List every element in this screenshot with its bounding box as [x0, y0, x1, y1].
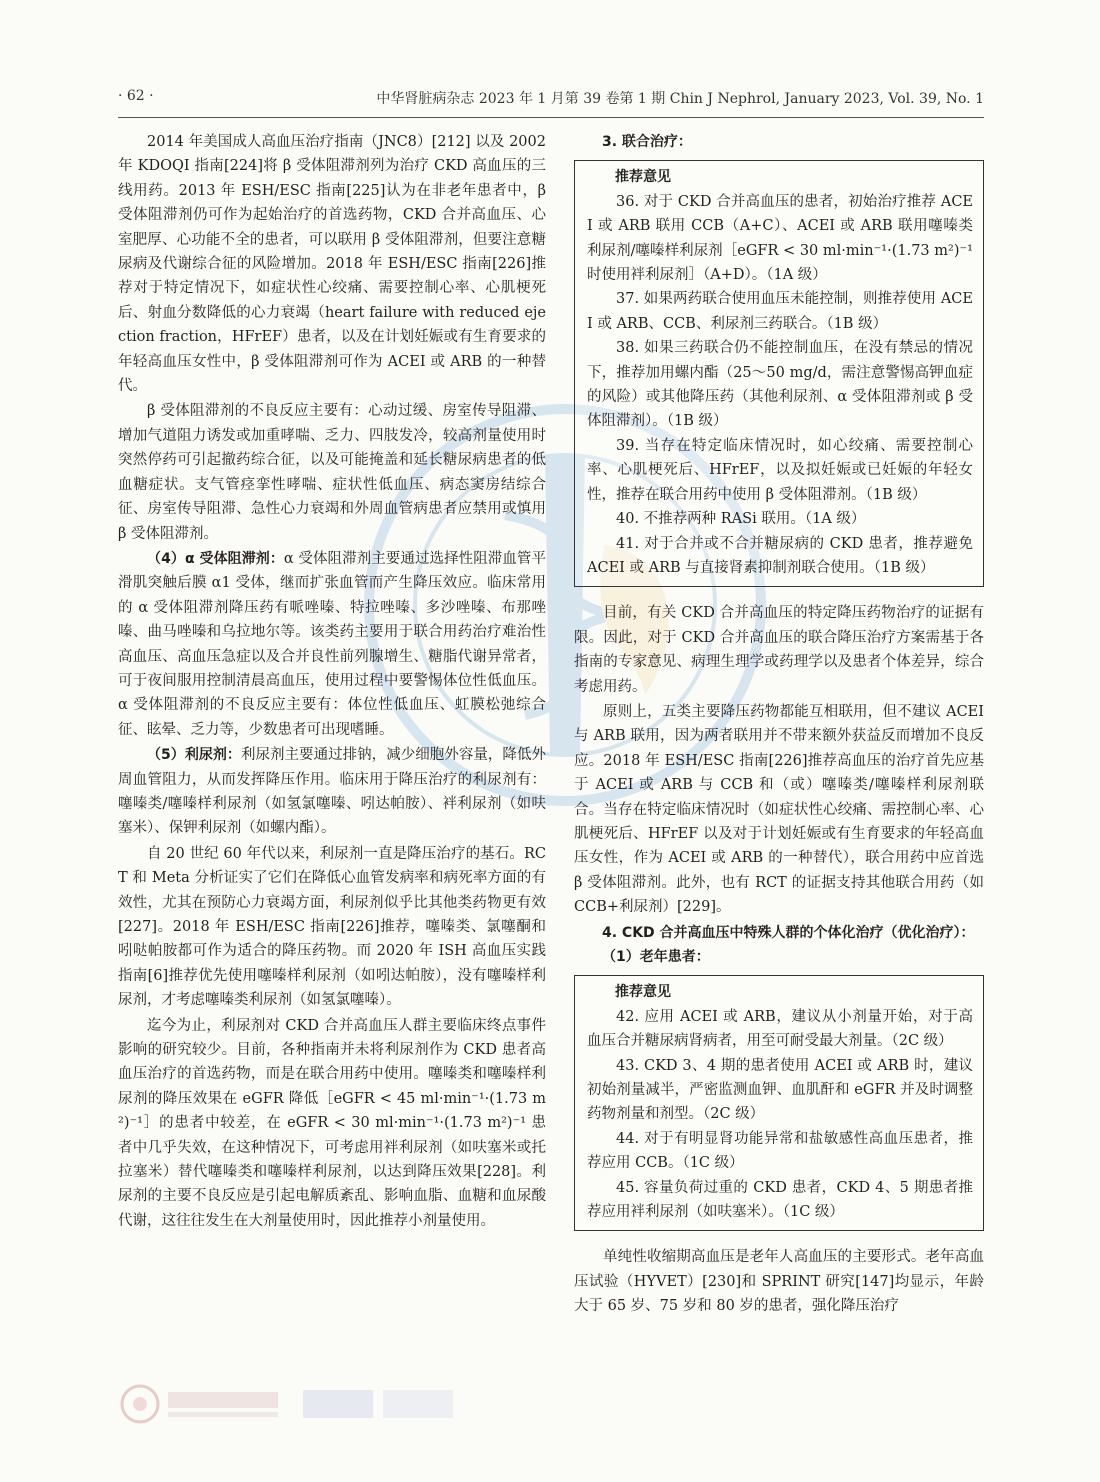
page-number: · 62 · — [118, 88, 154, 104]
recommendation-40: 40. 不推荐两种 RASi 联用。（1A 级） — [616, 511, 866, 528]
recommendation-38: 38. 如果三药联合仍不能控制血压，在没有禁忌的情况下，推荐加用螺内酯（25～50 mg/d，需注意警惕高钾血症的风险）或其他降压药（其他利尿剂、α 受体阻滞剂或 β 受体阻滞剂）。（1B 级） — [587, 340, 973, 430]
recommendation-box-combination — [574, 160, 984, 587]
page-header — [118, 88, 984, 110]
paragraph-combination-principle: 原则上，五类主要降压药物都能互相联用，但不建议 ACEI 与 ARB 联用，因为两者联用并不带来额外获益反而增加不良反应。2018 年 ESH/ESC 指南[226]推荐高血压的治疗首先应基于 ACEI 或 ARB 与 CCB 和（或）噻嗪类/噻嗪样利尿剂联合。当存在特定临床情况时（如症状性心绞痛、需控制心率、心肌梗死后、HFrEF 以及对于计划妊娠或有生育要求的年轻高血压女性，作为 ACEI 或 ARB 的一种替代），联合用药中应首选 β 受体阻滞剂。此外，也有 RCT 的证据支持其他联合用药（如 CCB+利尿剂）[229]。 — [574, 703, 984, 916]
right-column — [574, 130, 984, 1320]
heading-alpha-blocker: （4）α 受体阻滞剂： — [147, 550, 284, 567]
section-special-populations: 4. CKD 合并高血压中特殊人群的个体化治疗（优化治疗）： — [602, 924, 975, 941]
diuretics-text: 利尿剂主要通过排钠，减少细胞外容量，降低外周血管阻力，从而发挥降压作用。临床用于降压治疗的利尿剂有：噻嗪类/噻嗪样利尿剂（如氢氯噻嗪、吲达帕胺）、袢利尿剂（如呋塞米）、保钾利尿剂（如螺内酯）。 — [118, 747, 546, 837]
recommendation-title: 推荐意见 — [615, 984, 671, 1001]
recommendation-39: 39. 当存在特定临床情况时，如心绞痛、需要控制心率、心肌梗死后、HFrEF，以及拟妊娠或已妊娠的年轻女性，推荐在联合用药中使用 β 受体阻滞剂。（1B 级） — [587, 437, 973, 503]
paragraph-beta-blocker-adverse: β 受体阻滞剂的不良反应主要有：心动过缓、房室传导阻滞、增加气道阻力诱发或加重哮喘、乏力、四肢发冷，较高剂量使用时突然停药可引起撤药综合征，以及可能掩盖和延长糖尿病患者的低血糖症状。支气管痉挛性哮喘、症状性低血压、病态窦房结综合征、房室传导阻滞、急性心力衰竭和外周血管病患者应禁用或慎用 β 受体阻滞剂。 — [118, 403, 546, 542]
recommendation-37: 37. 如果两药联合使用血压未能控制，则推荐使用 ACEI 或 ARB、CCB、利尿剂三药联合。（1B 级） — [587, 291, 973, 332]
header-rule — [118, 117, 984, 118]
section-elderly-patients: （1）老年患者： — [602, 949, 710, 965]
recommendation-36: 36. 对于 CKD 合并高血压的患者，初始治疗推荐 ACEI 或 ARB 联用 CCB（A+C）、ACEI 或 ARB 联用噻嗪类利尿剂/噻嗪样利尿剂［eGFR < 30 ml·min⁻¹·(1.73 m²)⁻¹ 时使用袢利尿剂］（A+D）。（1A 级） — [587, 193, 973, 284]
paragraph-isolated-systolic: 单纯性收缩期高血压是老年人高血压的主要形式。老年高血压试验（HYVET）[230]和 SPRINT 研究[147]均显示，年龄大于 65 岁、75 岁和 80 岁的患者，强化降压治疗 — [574, 1249, 984, 1315]
recommendation-45: 45. 容量负荷过重的 CKD 患者，CKD 4、5 期患者推荐应用袢利尿剂（如呋塞米）。（1C 级） — [587, 1179, 973, 1221]
alpha-blocker-text: α 受体阻滞剂主要通过选择性阻滞血管平滑肌突触后膜 α1 受体，继而扩张血管而产生降压效应。临床常用的 α 受体阻滞剂降压药有哌唑嗪、特拉唑嗪、多沙唑嗪、布那唑嗪、曲马唑嗪和乌拉地尔等。该类药主要用于联合用药治疗难治性高血压、高血压急症以及合并良性前列腺增生、糖脂代谢异常者，可于夜间服用控制清晨高血压，使用过程中要警惕体位性低血压。α 受体阻滞剂的不良反应主要有：体位性低血压、虹膜松弛综合征、眩晕、乏力等，少数患者可出现嗜睡。 — [118, 550, 546, 738]
paragraph-alpha-blocker — [118, 547, 546, 742]
paragraph-beta-blocker-guidelines: 2014 年美国成人高血压治疗指南（JNC8）[212] 以及 2002 年 KDOQI 指南[224]将 β 受体阻滞剂列为治疗 CKD 高血压的三线用药。2013 年 ESH/ESC 指南[225]认为在非老年患者中，β 受体阻滞剂仍可作为起始治疗的首选药物，CKD 合并高血压、心室肥厚、心功能不全的患者，可以联用 β 受体阻滞剂，但要注意糖尿病及代谢综合征的风险增加。2018 年 ESH/ESC 指南[226]推荐对于特定情况下，如症状性心绞痛、需要控制心率、心肌梗死后、射血分数降低的心力衰竭（heart failure with reduced ejection fraction，HFrEF）患者，以及在计划妊娠或有生育要求的年轻高血压女性中，β 受体阻滞剂可作为 ACEI 或 ARB 的一种替代。 — [118, 134, 546, 395]
left-column — [118, 130, 546, 1234]
recommendation-42: 42. 应用 ACEI 或 ARB，建议从小剂量开始，对于高血压合并糖尿病肾病者，用至可耐受最大剂量。（2C 级） — [587, 1008, 973, 1050]
paragraph-evidence-limited: 目前，有关 CKD 合并高血压的特定降压药物治疗的证据有限。因此，对于 CKD 合并高血压的联合降压治疗方案需基于各指南的专家意见、病理生理学或药理学以及患者个体差异，综合考虑用药。 — [574, 605, 984, 695]
paragraph-diuretics-history: 自 20 世纪 60 年代以来，利尿剂一直是降压治疗的基石。RCT 和 Meta 分析证实了它们在降低心血管发病率和病死率方面的有效性，尤其在预防心力衰竭方面，利尿剂似乎比其他类药物更有效[227]。2018 年 ESH/ESC 指南[226]推荐，噻嗪类、氯噻酮和吲哒帕胺都可作为适合的降压药物。而 2020 年 ISH 高血压实践指南[6]推荐优先使用噻嗪样利尿剂（如吲达帕胺），没有噻嗪样利尿剂，才考虑噻嗪类利尿剂（如氢氯噻嗪）。 — [118, 845, 546, 1009]
journal-citation: 中华肾脏病杂志 2023 年 1 月第 39 卷第 1 期 Chin J Nephrol, January 2023, Vol. 39, No. 1 — [376, 91, 984, 107]
recommendation-44: 44. 对于有明显肾功能异常和盐敏感性高血压患者，推荐应用 CCB。（1C 级） — [587, 1130, 973, 1172]
recommendation-box-elderly — [574, 975, 984, 1231]
paragraph-diuretics-ckd: 迄今为止，利尿剂对 CKD 合并高血压人群主要临床终点事件影响的研究较少。目前，各种指南并未将利尿剂作为 CKD 患者高血压治疗的首选药物，而是在联合用药中使用。噻嗪类和噻嗪样利尿剂的降压效果在 eGFR 降低［eGFR < 45 ml·min⁻¹·(1.73 m²)⁻¹］的患者中较差，在 eGFR < 30 ml·min⁻¹·(1.73 m²)⁻¹ 患者中几乎失效，在这种情况下，可考虑用袢利尿剂（如呋塞米或托拉塞米）替代噻嗪类和噻嗪样利尿剂，以达到降压效果[228]。利尿剂的主要不良反应是引起电解质紊乱、影响血脂、血糖和血尿酸代谢，这往往发生在大剂量使用时，因此推荐小剂量使用。 — [118, 1017, 546, 1229]
recommendation-43: 43. CKD 3、4 期的患者使用 ACEI 或 ARB 时，建议初始剂量减半，严密监测血钾、血肌酐和 eGFR 并及时调整药物剂量和剂型。（2C 级） — [587, 1057, 973, 1123]
recommendation-41: 41. 对于合并或不合并糖尿病的 CKD 患者，推荐避免 ACEI 或 ARB 与直接肾素抑制剂联合使用。（1B 级） — [587, 535, 973, 576]
section-combination-therapy: 3. 联合治疗： — [602, 134, 692, 150]
heading-diuretics: （5）利尿剂： — [147, 747, 241, 764]
publisher-logo-watermark — [118, 1378, 498, 1430]
paragraph-diuretics — [118, 743, 546, 841]
recommendation-title: 推荐意见 — [615, 169, 671, 186]
